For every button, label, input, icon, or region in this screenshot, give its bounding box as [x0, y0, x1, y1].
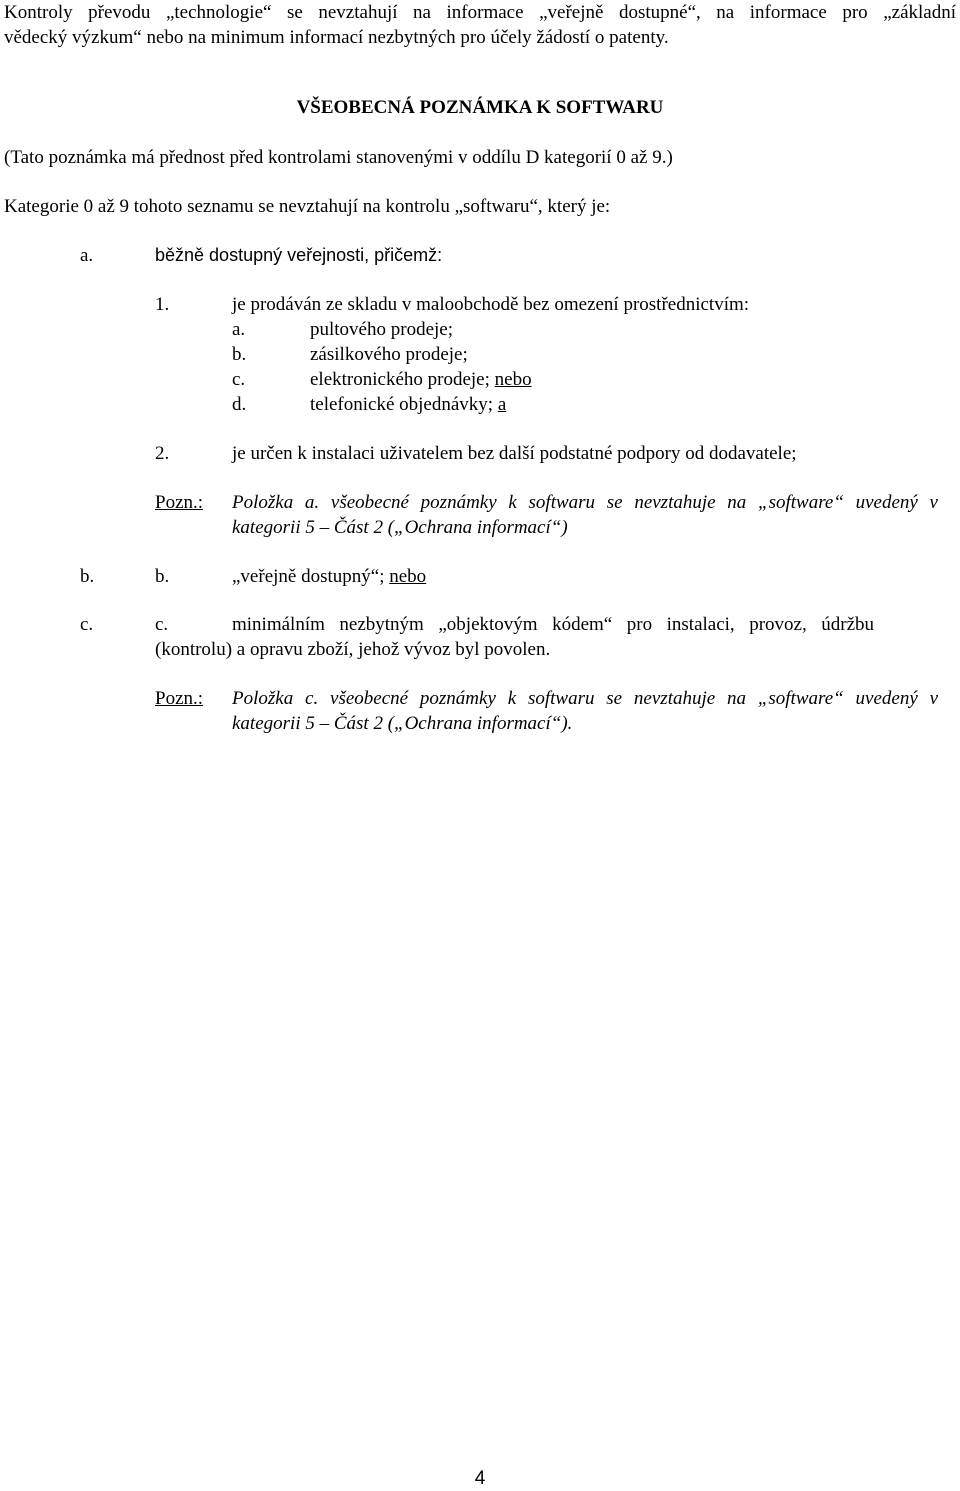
option-c-marker: c.	[232, 369, 246, 390]
note-a-label: Pozn.:	[155, 492, 204, 513]
option-d-text: telefonické objednávky;	[310, 394, 498, 415]
note-c-label: Pozn.:	[155, 688, 204, 709]
intro-line-2: vědecký výzkum“ nebo na minimum informací nezbytných pro účely žádostí o patenty.	[4, 27, 669, 48]
sub2-text: je určen k instalaci uživatelem bez další podstatné podpory od dodavatele;	[232, 443, 797, 464]
page-number: 4	[474, 1468, 486, 1489]
option-c-line	[310, 367, 532, 392]
option-d-marker: d.	[232, 394, 247, 415]
sub2-marker: 2.	[155, 443, 170, 464]
item-c-line-1: minimálním nezbytným „objektovým kódem“ pro instalaci, provoz, údržbu	[232, 614, 874, 635]
item-a-marker: a.	[80, 245, 94, 266]
item-b-marker: b.	[80, 566, 95, 587]
option-c-connector: nebo	[494, 369, 532, 390]
option-a-marker: a.	[232, 319, 246, 340]
note-a-line-2: kategorii 5 – Část 2 („Ochrana informací“)	[232, 517, 568, 538]
sub1-text: je prodáván ze skladu v maloobchodě bez omezení prostřednictvím:	[232, 294, 750, 315]
item-b-marker-2: b.	[155, 566, 170, 587]
section-heading: VŠEOBECNÁ POZNÁMKA K SOFTWARU	[296, 97, 664, 118]
option-b-text: zásilkového prodeje;	[310, 344, 468, 365]
note-a-line-1: Položka a. všeobecné poznámky k softwaru se nevztahuje na „software“ uvedený v	[232, 492, 938, 513]
lead-sentence: Kategorie 0 až 9 tohoto seznamu se nevztahují na kontrolu „softwaru“, který je:	[4, 196, 611, 217]
item-c-marker: c.	[80, 614, 94, 635]
option-b-marker: b.	[232, 344, 247, 365]
intro-line-1: Kontroly převodu „technologie“ se nevztahují na informace „veřejně dostupné“, na informace pro „základní	[4, 2, 956, 23]
item-a-text: běžně dostupný veřejnosti, přičemž:	[155, 245, 443, 265]
option-d-line	[310, 392, 506, 417]
option-c-text: elektronického prodeje;	[310, 369, 495, 390]
note-c-line-2: kategorii 5 – Část 2 („Ochrana informací“).	[232, 713, 573, 734]
item-c-line-2: (kontrolu) a opravu zboží, jehož vývoz byl povolen.	[155, 639, 551, 660]
note-c-line-1: Položka c. všeobecné poznámky k softwaru se nevztahuje na „software“ uvedený v	[232, 688, 938, 709]
precedence-note: (Tato poznámka má přednost před kontrolami stanovenými v oddílu D kategorií 0 až 9.)	[4, 147, 673, 168]
sub1-marker: 1.	[155, 294, 170, 315]
option-d-connector: a	[497, 394, 507, 415]
item-b-connector: nebo	[389, 566, 427, 587]
option-a-text: pultového prodeje;	[310, 319, 453, 340]
item-b-line	[232, 564, 426, 589]
item-c-marker-2: c.	[155, 614, 169, 635]
item-b-text: „veřejně dostupný“;	[232, 566, 390, 587]
